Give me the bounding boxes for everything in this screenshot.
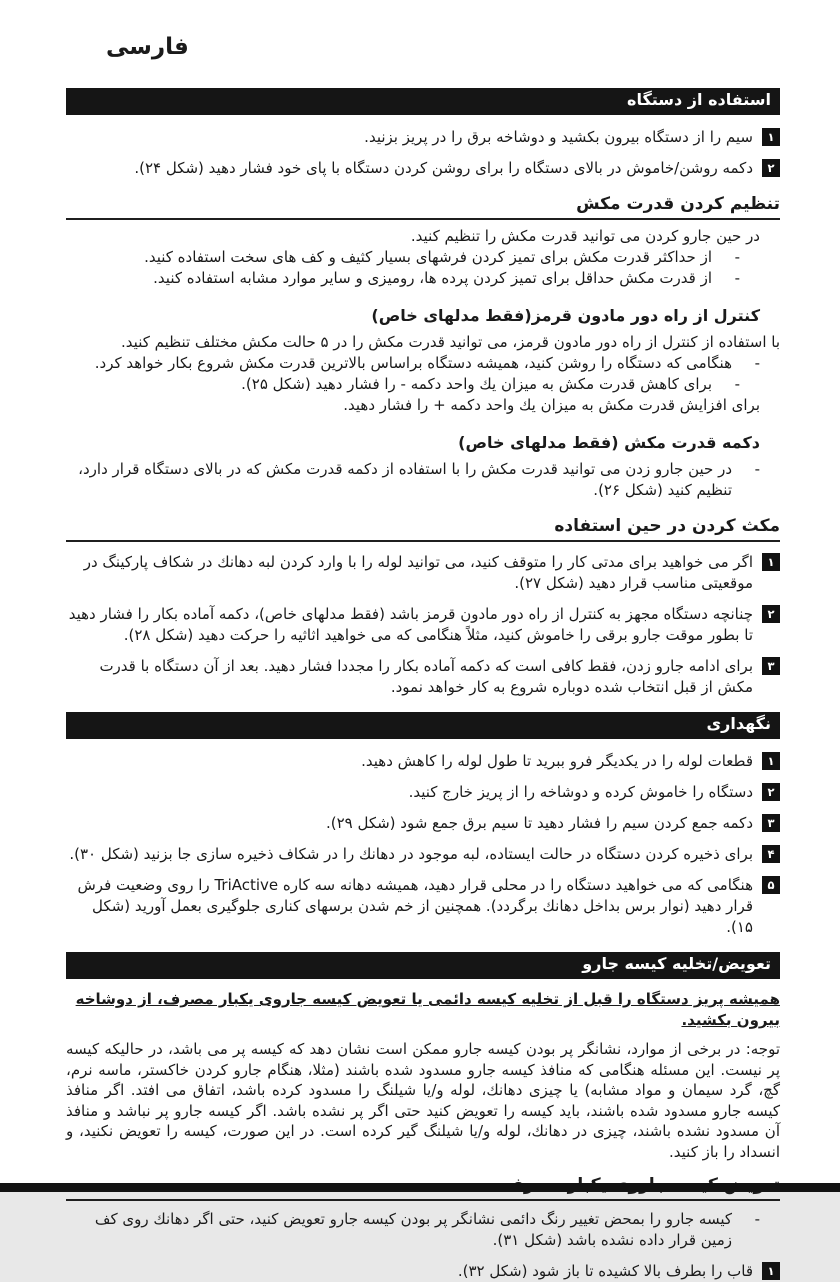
subsection-heading-remote: کنترل از راه دور مادون قرمز(فقط مدلهای خاص) — [371, 306, 760, 325]
section-heading-suction: تنظیم کردن قدرت مکش — [66, 193, 780, 220]
step-number-badge: ۵ — [762, 876, 780, 894]
step-text: قاب را بطرف بالا کشیده تا باز شود (شکل ۳۲). — [457, 1262, 753, 1280]
section-bar-dustbag: تعویض/تخلیه کیسه جارو — [66, 952, 780, 979]
step-number-badge: ۱ — [762, 553, 780, 571]
section-bar-storage: نگهداری — [66, 712, 780, 739]
step-text: چنانچه دستگاه مجهز به کنترل از راه دور مادون قرمز باشد (فقط مدلهای خاص)، دکمه آماده بکار را فشار دهید تا بطور موقت جارو برقی را خاموش کنید، مثلاً هنگامی که می خواهید اثاثیه را حرکت دهید (شکل ۲۸). — [68, 605, 753, 644]
step-number-badge: ۲ — [762, 605, 780, 623]
dash-list-item — [66, 459, 760, 501]
dash-item-text: - کیسه جارو را بمحض تغییر رنگ دائمی نشانگر پر بودن کیسه جارو تعویض کنید، حتی اگر دهانك روی کف زمین قرار داده نشده باشد (شکل ۳۱). — [94, 1210, 732, 1249]
dash-item-text: - در حین جارو زدن می توانید قدرت مکش را با استفاده از دکمه قدرت مکش که در بالای دستگاه قرار دارد، تنظیم کنید (شکل ۲۶). — [78, 460, 732, 499]
paragraph: برای افزایش قدرت مکش به میزان یك واحد دکمه + را فشار دهید. — [343, 396, 760, 414]
step-text: دکمه روشن/خاموش در بالای دستگاه را برای روشن کردن دستگاه با پای خود فشار دهید (شکل ۲۴). — [134, 159, 753, 177]
step-text: دکمه جمع کردن سیم را فشار دهید تا سیم برق جمع شود (شکل ۲۹). — [325, 814, 753, 832]
step-number-badge: ۳ — [762, 657, 780, 675]
step-text: دستگاه را خاموش کرده و دوشاخه را از پریز خارج کنید. — [408, 783, 753, 801]
list-item — [66, 751, 780, 772]
list-item — [66, 782, 780, 803]
step-number-badge: ۲ — [762, 783, 780, 801]
list-item — [66, 844, 780, 865]
dash-list-item — [66, 268, 740, 289]
page-bottom-rule — [0, 1183, 840, 1192]
page-content — [66, 88, 780, 1282]
section-heading-pause: مکث کردن در حین استفاده — [66, 515, 780, 542]
note-paragraph: توجه: در برخی از موارد، نشانگر پر بودن کیسه جارو ممکن است نشان دهد که کیسه پر می باشد، در حالیکه کیسه پر نیست. این مسئله هنگامی که منافذ کیسه جارو مسدود شده باشند (مثلا، هنگام جارو کردن خاکستر، ماسه نرم، گچ، گرد سیمان و مواد مشابه) یا چیزی دهانك، لوله و/یا شیلنگ را مسدود کرده باشد، اتفاق می افتد. اگر منافذ کیسه جارو مسدود شده باشند، باید کیسه را تعویض کنید حتی اگر پر نشده باشد. اگر کیسه جارو پر نباشد و منافذ آن مسدود نشده باشند، چیزی در دهانك، لوله و/یا شیلنگ گیر کرده است. در این صورت، کیسه را تعویض نکنید، و انسداد را باز کنید. — [66, 1040, 780, 1161]
step-text: سیم را از دستگاه بیرون بکشید و دوشاخه برق را در پریز بزنید. — [364, 128, 753, 146]
section-bar-usage: استفاده از دستگاه — [66, 88, 780, 115]
list-item — [66, 604, 780, 646]
list-item — [66, 127, 780, 148]
dash-list-item — [66, 374, 740, 395]
dash-list-item — [66, 353, 760, 374]
list-item — [66, 813, 780, 834]
dash-list-item — [66, 1209, 760, 1251]
dash-list-item — [66, 247, 740, 268]
list-item — [66, 552, 780, 594]
step-number-badge: ۱ — [762, 128, 780, 146]
step-text: اگر می خواهید برای مدتی کار را متوقف کنید، می توانید لوله را با وارد کردن لبه دهانك در شکاف پارکینگ در موقعیتی مناسب قرار دهید (شکل ۲۷). — [83, 553, 753, 592]
paragraph: در حین جارو کردن می توانید قدرت مکش را تنظیم کنید. — [410, 227, 760, 245]
page-language-title: فارسی — [106, 34, 189, 60]
step-text: برای ذخیره کردن دستگاه در حالت ایستاده، لبه موجود در دهانك را در شکاف ذخیره سازی جا بزنید (شکل ۳۰). — [69, 845, 753, 863]
dash-item-text: - برای کاهش قدرت مکش به میزان یك واحد دکمه - را فشار دهید (شکل ۲۵). — [241, 375, 712, 393]
dash-item-text: - هنگامی که دستگاه را روشن کنید، همیشه دستگاه براساس بالاترین قدرت مکش شروع بکار خواهد کرد. — [94, 354, 732, 372]
dash-item-text: - از قدرت مکش حداقل برای تمیز کردن پرده ها، رومیزی و سایر موارد مشابه استفاده کنید. — [153, 269, 712, 287]
warning-text: همیشه پریز دستگاه را قبل از تخلیه کیسه دائمی یا تعویض کیسه جاروی یکبار مصرف، از دوشاخه بیرون بکشید. — [75, 990, 780, 1029]
paragraph: با استفاده از کنترل از راه دور مادون قرمز، می توانید قدرت مکش را در ۵ حالت مکش مختلف تنظیم کنید. — [121, 333, 780, 351]
subsection-heading-power-button: دکمه قدرت مکش (فقط مدلهای خاص) — [458, 433, 760, 452]
list-item — [66, 158, 780, 179]
step-number-badge: ۳ — [762, 814, 780, 832]
list-item — [66, 656, 780, 698]
dash-item-text: - از حداکثر قدرت مکش برای تمیز کردن فرشهای بسیار کثیف و کف های سخت استفاده کنید. — [144, 248, 712, 266]
list-item — [66, 1261, 780, 1282]
list-item — [66, 875, 780, 938]
step-text: قطعات لوله را در یکدیگر فرو ببرید تا طول لوله را کاهش دهید. — [361, 752, 753, 770]
step-number-badge: ۴ — [762, 845, 780, 863]
step-number-badge: ۱ — [762, 752, 780, 770]
step-number-badge: ۲ — [762, 159, 780, 177]
step-text: هنگامی که می خواهید دستگاه را در محلی قرار دهید، همیشه دهانه سه کاره TriActive را روی وضعیت فرش قرار دهید (نوار برس بداخل دهانك برگردد). همچنین از خم شدن برسهای کناری جلوگیری بعمل آورید (شکل ۱۵). — [77, 876, 753, 936]
step-number-badge: ۱ — [762, 1262, 780, 1280]
step-text: برای ادامه جارو زدن، فقط کافی است که دکمه آماده بکار را مجددا فشار دهید. بعد از آن دستگاه با قدرت مکش از قبل انتخاب شده دوباره شروع به کار خواهد نمود. — [99, 657, 753, 696]
